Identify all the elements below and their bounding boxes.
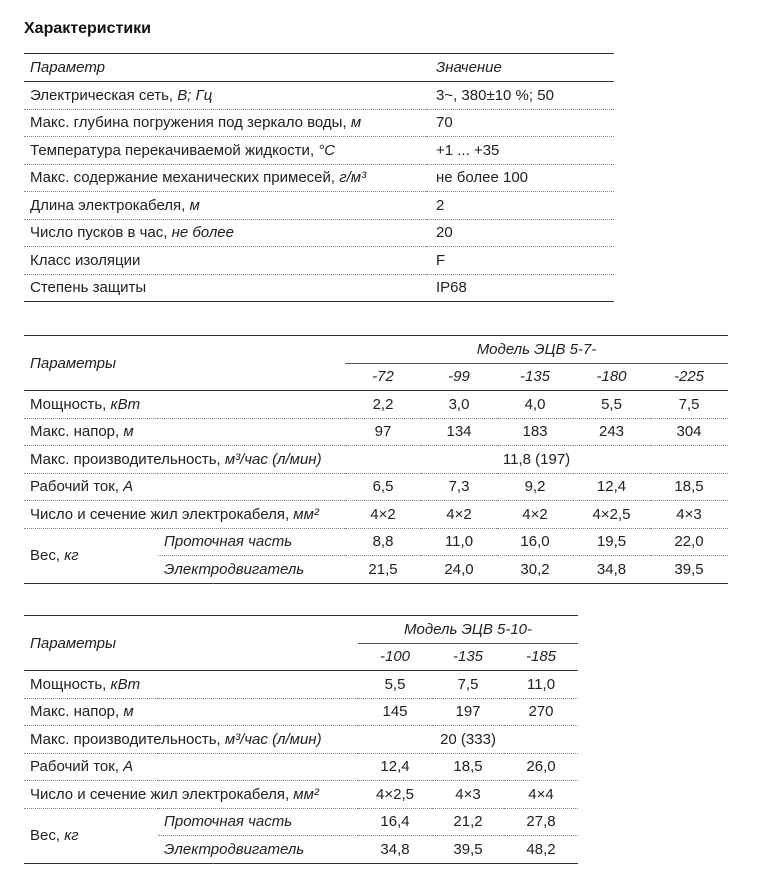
cell: 39,5 [674, 560, 704, 578]
row-unit: кг [64, 827, 79, 844]
model-label: Модель ЭЦВ 5-10- [358, 616, 578, 644]
current-row [24, 473, 728, 501]
cell: 6,5 [345, 473, 421, 501]
spec-row [24, 192, 614, 220]
cell: 4×4 [504, 781, 578, 809]
cell: 21,2 [432, 808, 504, 836]
cell: 34,8 [380, 840, 410, 858]
params-label: Параметры [24, 616, 358, 671]
weight-motor-label: Электродвигатель [164, 560, 305, 578]
spec-row [24, 137, 614, 165]
model-suffix: -100 [358, 643, 432, 671]
spec-row [24, 219, 614, 247]
weight-flow-row [24, 528, 728, 556]
cell: 7,3 [421, 473, 497, 501]
cell: 18,5 [432, 753, 504, 781]
cell: 27,8 [504, 808, 578, 836]
weight-flow-part-label: Проточная часть [158, 808, 358, 836]
spec-value: 70 [426, 109, 614, 137]
model-header-row [24, 616, 578, 644]
model-suffix: -185 [504, 643, 578, 671]
row-name: Число и сечение жил электрокабеля, [30, 505, 294, 523]
cell: 134 [421, 418, 497, 446]
spec-value: 20 [426, 219, 614, 247]
cell: 2,2 [345, 391, 421, 419]
spec-header-param: Параметр [24, 54, 426, 82]
cell: 21,5 [368, 560, 398, 578]
cell: 145 [358, 698, 432, 726]
head-row [24, 698, 578, 726]
spec-name: Число пусков в час, [30, 224, 172, 242]
spec-header-value: Значение [426, 54, 614, 82]
spec-name: Электрическая сеть, [30, 86, 178, 104]
cell: 4×3 [650, 501, 728, 529]
row-unit: А [123, 758, 134, 776]
spec-value: не более 100 [426, 164, 614, 192]
spec-value: +1 ... +35 [426, 137, 614, 165]
cell: 30,2 [520, 560, 550, 578]
spec-row [24, 109, 614, 137]
row-unit: кВт [110, 675, 141, 693]
spec-value: IP68 [436, 279, 467, 297]
cell: 4×2,5 [358, 781, 432, 809]
row-name: Рабочий ток, [30, 478, 124, 496]
params-label: Параметры [24, 336, 345, 391]
row-unit: м [123, 423, 134, 441]
row-name: Макс. напор, [30, 703, 124, 721]
spec-name: Степень защиты [30, 279, 147, 297]
spec-row [24, 164, 614, 192]
spec-unit: г/м³ [339, 169, 367, 187]
cell: 24,0 [444, 560, 474, 578]
cell: 11,0 [504, 671, 578, 699]
model-5-10-table [24, 615, 578, 864]
model-suffix: -135 [432, 643, 504, 671]
cell: 3,0 [421, 391, 497, 419]
spec-row [24, 274, 614, 302]
cell: 4,0 [497, 391, 573, 419]
spec-value: 3~, 380±10 %; 50 [426, 82, 614, 110]
row-name: Вес, [30, 547, 65, 564]
spec-row [24, 82, 614, 110]
spec-unit: м [189, 196, 200, 214]
cell: 4×2 [345, 501, 421, 529]
current-row [24, 753, 578, 781]
head-row [24, 418, 728, 446]
flow-row [24, 446, 728, 474]
spec-unit: м [350, 114, 362, 132]
cell: 12,4 [573, 473, 650, 501]
spec-unit: не более [171, 224, 234, 242]
cell: 9,2 [497, 473, 573, 501]
spec-name: Макс. глубина погружения под зеркало воды, [30, 114, 351, 132]
cell: 11,0 [421, 528, 497, 556]
spec-name: Температура перекачиваемой жидкости, [30, 141, 319, 159]
row-unit: мм² [293, 505, 319, 523]
cell: 243 [573, 418, 650, 446]
model-header-row [24, 336, 728, 364]
cell: 8,8 [345, 528, 421, 556]
section-title: Характеристики [24, 20, 152, 37]
cell: 270 [504, 698, 578, 726]
model-5-7-table [24, 335, 728, 584]
row-name: Мощность, [30, 675, 111, 693]
spec-unit: В; Гц [177, 86, 213, 104]
row-name: Макс. производительность, [30, 730, 225, 748]
cell: 34,8 [596, 560, 627, 578]
row-unit: кг [64, 547, 79, 564]
model-label: Модель ЭЦВ 5-7- [345, 336, 728, 364]
cell: 197 [432, 698, 504, 726]
row-unit: кВт [110, 395, 141, 413]
spec-value: 2 [426, 192, 614, 220]
model-suffix: -180 [573, 363, 650, 391]
cell: 18,5 [650, 473, 728, 501]
model-suffix: -99 [421, 363, 497, 391]
row-unit: А [123, 478, 134, 496]
cell: 48,2 [526, 840, 556, 858]
power-row [24, 391, 728, 419]
cell: 4×2,5 [573, 501, 650, 529]
cable-row [24, 501, 728, 529]
cell: 4×2 [497, 501, 573, 529]
power-row [24, 671, 578, 699]
row-name: Мощность, [30, 395, 111, 413]
cell: 39,5 [453, 840, 483, 858]
spec-name: Класс изоляции [30, 251, 141, 269]
cell: 26,0 [504, 753, 578, 781]
cell: 7,5 [650, 391, 728, 419]
cell: 16,0 [497, 528, 573, 556]
spec-value: F [426, 247, 614, 275]
row-unit: м [123, 703, 134, 721]
spec-unit: °С [318, 141, 336, 159]
cell: 22,0 [650, 528, 728, 556]
cell: 16,4 [358, 808, 432, 836]
flow-row [24, 726, 578, 754]
spec-table [24, 53, 614, 302]
weight-flow-part-label: Проточная часть [158, 528, 345, 556]
row-name: Число и сечение жил электрокабеля, [30, 785, 294, 803]
row-unit: м³/час (л/мин) [224, 450, 322, 468]
spec-name: Длина электрокабеля, [30, 196, 190, 214]
cell: 20 (333) [358, 726, 578, 754]
spec-name: Макс. содержание механических примесей, [30, 169, 340, 187]
model-suffix: -135 [497, 363, 573, 391]
spec-header-row [24, 54, 614, 82]
row-unit: мм² [293, 785, 319, 803]
spec-row [24, 247, 614, 275]
weight-motor-label: Электродвигатель [164, 840, 305, 858]
row-unit: м³/час (л/мин) [224, 730, 322, 748]
cell: 12,4 [358, 753, 432, 781]
model-suffix: -225 [650, 363, 728, 391]
cell: 4×3 [432, 781, 504, 809]
cell: 97 [345, 418, 421, 446]
model-suffix: -72 [345, 363, 421, 391]
cell: 4×2 [421, 501, 497, 529]
row-name: Макс. напор, [30, 423, 124, 441]
cell: 7,5 [432, 671, 504, 699]
cell: 183 [497, 418, 573, 446]
row-name: Вес, [30, 827, 65, 844]
row-name: Рабочий ток, [30, 758, 124, 776]
cell: 11,8 (197) [345, 446, 728, 474]
cell: 304 [650, 418, 728, 446]
cell: 5,5 [573, 391, 650, 419]
weight-flow-row [24, 808, 578, 836]
row-name: Макс. производительность, [30, 450, 225, 468]
cell: 5,5 [358, 671, 432, 699]
cable-row [24, 781, 578, 809]
cell: 19,5 [573, 528, 650, 556]
